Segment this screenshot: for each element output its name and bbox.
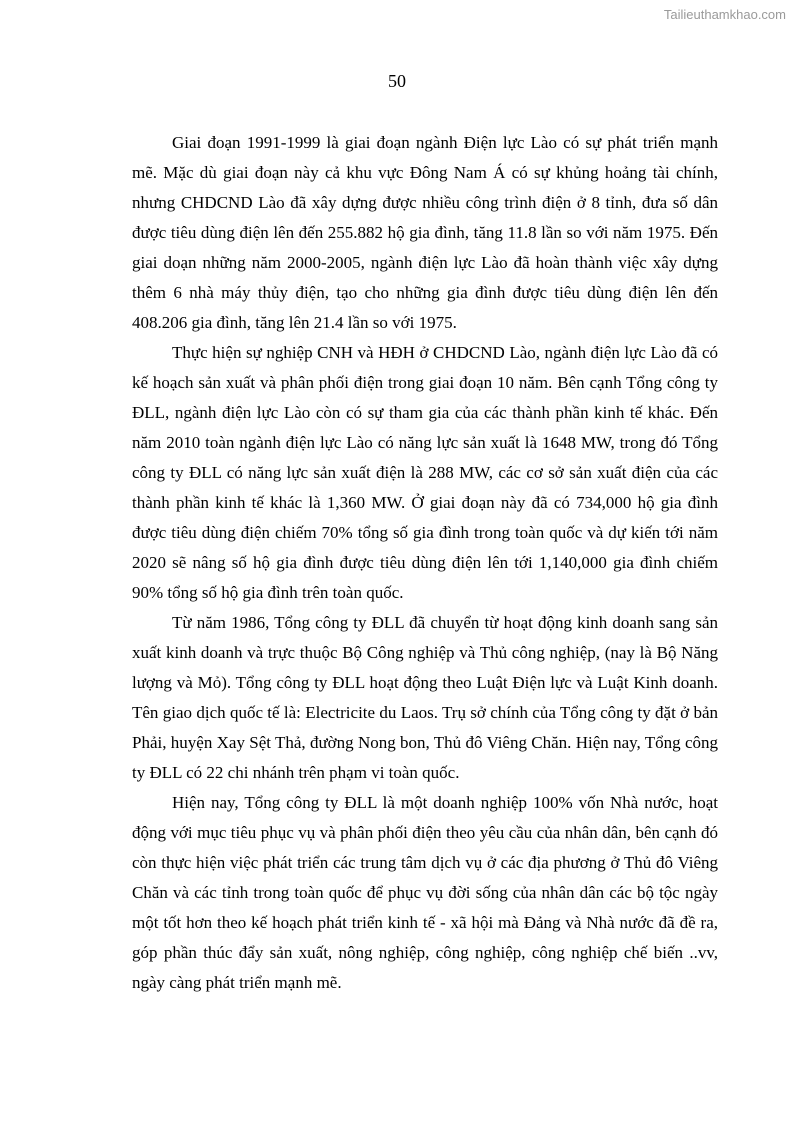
- paragraph: Hiện nay, Tổng công ty ĐLL là một doanh nghiệp 100% vốn Nhà nước, hoạt động với mục tiêu phục vụ và phân phối điện theo yêu cầu của nhân dân, bên cạnh đó còn thực hiện việc phát triển các trung tâm dịch vụ ở các địa phương ở Thủ đô Viêng Chăn và các tỉnh trong toàn quốc để phục vụ đời sống của nhân dân các bộ tộc ngày một tốt hơn theo kế hoạch phát triển kinh tế - xã hội mà Đảng và Nhà nước đã đề ra, góp phần thúc đẩy sản xuất, nông nghiệp, công nghiệp, công nghiệp chế biến ..vv, ngày càng phát triển mạnh mẽ.: [132, 793, 718, 992]
- page-number: 50: [388, 71, 406, 91]
- paragraph: Thực hiện sự nghiệp CNH và HĐH ở CHDCND Lào, ngành điện lực Lào đã có kế hoạch sản xuất và phân phối điện trong giai đoạn 10 năm. Bên cạnh Tổng công ty ĐLL, ngành điện lực Lào còn có sự tham gia của các thành phần kinh tế khác. Đến năm 2010 toàn ngành điện lực Lào có năng lực sản xuất là 1648 MW, trong đó Tổng công ty ĐLL có năng lực sản xuất điện là 288 MW, các cơ sở sản xuất điện của các thành phần kinh tế khác là 1,360 MW. Ở giai đoạn này đã có 734,000 hộ gia đình được tiêu dùng điện chiếm 70% tổng số gia đình trong toàn quốc và dự kiến tới năm 2020 sẽ nâng số hộ gia đình được tiêu dùng điện lên tới 1,140,000 gia đình chiếm 90% tổng số hộ gia đình trên toàn quốc.: [132, 343, 718, 602]
- paragraph: Giai đoạn 1991-1999 là giai đoạn ngành Điện lực Lào có sự phát triển mạnh mẽ. Mặc dù giai đoạn này cả khu vực Đông Nam Á có sự khủng hoảng tài chính, nhưng CHDCND Lào đã xây dựng được nhiều công trình điện ở 8 tỉnh, đưa số dân được tiêu dùng điện lên đến 255.882 hộ gia đình, tăng 11.8 lần so với năm 1975. Đến giai doạn những năm 2000-2005, ngành điện lực Lào đã hoàn thành việc xây dựng thêm 6 nhà máy thủy điện, tạo cho những gia đình được tiêu dùng điện lên đến 408.206 gia đình, tăng lên 21.4 lần so với 1975.: [132, 133, 718, 332]
- watermark: Tailieuthamkhao.com: [663, 7, 786, 22]
- document-body: [132, 128, 718, 998]
- paragraph: Từ năm 1986, Tổng công ty ĐLL đã chuyển từ hoạt động kinh doanh sang sản xuất kinh doanh và trực thuộc Bộ Công nghiệp và Thủ công nghiệp, (nay là Bộ Năng lượng và Mỏ). Tổng công ty ĐLL hoạt động theo Luật Điện lực và Luật Kinh doanh. Tên giao dịch quốc tế là: Electricite du Laos. Trụ sở chính của Tổng công ty đặt ở bản Phải, huyện Xay Sệt Thả, đường Nong bon, Thủ đô Viêng Chăn. Hiện nay, Tổng công ty ĐLL có 22 chi nhánh trên phạm vi toàn quốc.: [132, 613, 718, 782]
